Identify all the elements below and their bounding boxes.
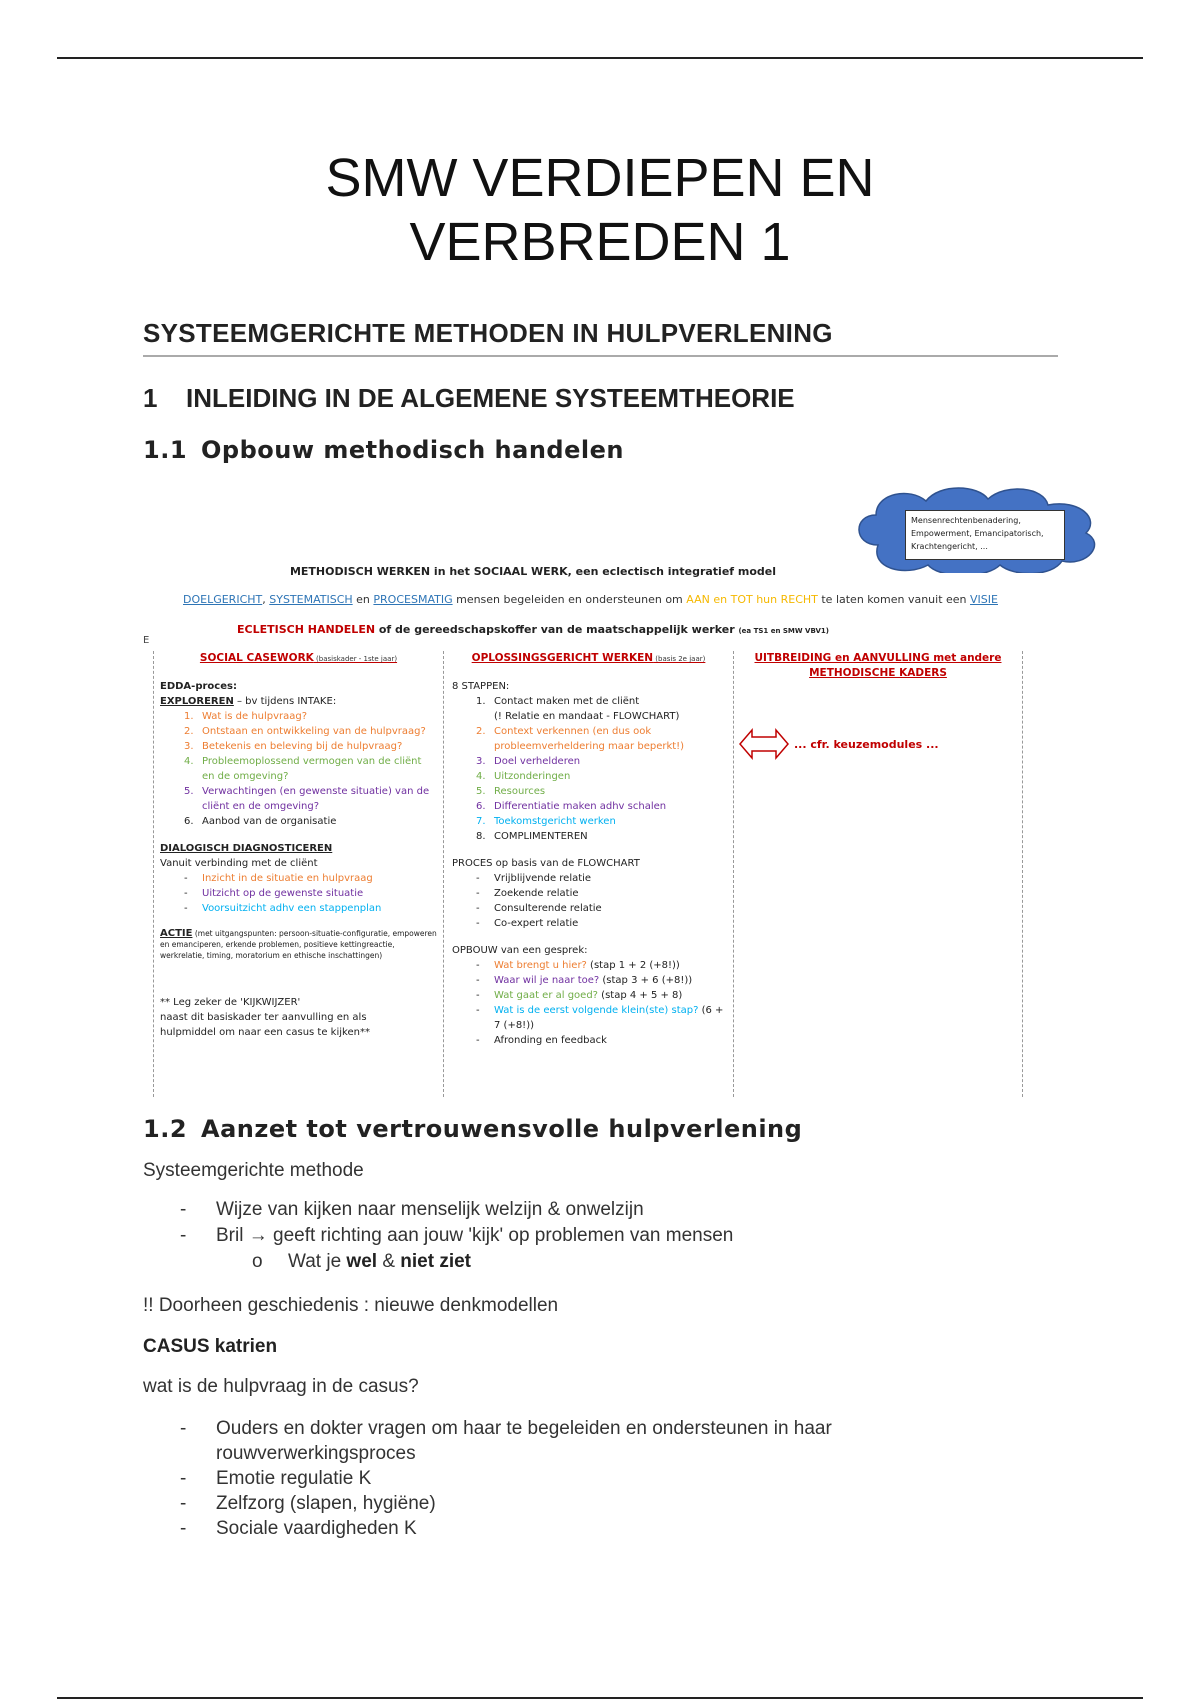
definition-text: mensen begeleiden en ondersteunen om — [452, 593, 687, 606]
diagram-definition — [183, 593, 998, 606]
list-item: 7. Toekomstgericht werken — [476, 816, 616, 827]
bullet-item: - Bril → geeft richting aan jouw 'kijk' op problemen van mensen — [180, 1225, 734, 1246]
list-item: 8. COMPLIMENTEREN — [476, 831, 588, 842]
list-item: - Wat is de eerst volgende klein(ste) stap? (6 + 7 (+8!)) — [452, 1003, 725, 1033]
subheading-note: (ea TS1 en SMW VBV1) — [738, 627, 829, 635]
steps-list — [452, 694, 725, 844]
cloud-text-line: Empowerment, Emancipatorisch, — [911, 529, 1044, 538]
list-item: - Voorsuitzicht adhv een stappenplan — [160, 901, 437, 916]
cloud-text-line: Krachtengericht, ... — [911, 542, 988, 551]
casus-question: wat is de hulpvraag in de casus? — [143, 1376, 419, 1397]
keyword-procesmatig: PROCESMATIG — [373, 593, 453, 606]
column-header: UITBREIDING en AANVULLING met andere METHODISCHE KADERS — [754, 652, 1002, 679]
list-item: 3. Doel verhelderen — [476, 756, 581, 767]
casus-heading: CASUS katrien — [143, 1336, 278, 1357]
arrow-row — [742, 727, 1014, 761]
answer-item: - Ouders en dokter vragen om haar te begeleiden en ondersteunen in haar — [180, 1418, 832, 1439]
list-item: 6. Differentiatie maken adhv schalen — [476, 801, 667, 812]
answer-item: - Zelfzorg (slapen, hygiëne) — [180, 1493, 436, 1514]
list-item: (! Relatie en mandaat - FLOWCHART) — [494, 711, 680, 722]
answer-item: - Emotie regulatie K — [180, 1468, 372, 1489]
list-item: 1. Contact maken met de cliënt — [476, 696, 640, 707]
list-item: 5. Resources — [476, 786, 546, 797]
column-header: OPLOSSINGSGERICHT WERKEN (basis 2e jaar) — [471, 652, 706, 664]
list-item: 4. Uitzonderingen — [476, 771, 571, 782]
keyword-recht: AAN en TOT hun RECHT — [686, 593, 818, 606]
list-item: - Zoekende relatie — [452, 886, 725, 901]
double-arrow-icon — [738, 727, 790, 761]
keyword-doelgericht: DOELGERICHT — [183, 593, 263, 606]
list-item: 2. Ontstaan en ontwikkeling van de hulpvraag? — [184, 726, 426, 737]
answer-item: - Sociale vaardigheden K — [180, 1518, 417, 1539]
column-header: SOCIAL CASEWORK (basiskader - 1ste jaar) — [199, 652, 398, 664]
section-heading: SYSTEEMGERICHTE METHODEN IN HULPVERLENING — [143, 318, 1058, 357]
edit-marker: E — [143, 635, 150, 646]
methodisch-handelen-diagram — [143, 485, 1108, 1097]
list-item: 6. Aanbod van de organisatie — [184, 816, 337, 827]
subheading-number: 1.2 — [143, 1115, 188, 1143]
explore-list — [160, 709, 437, 829]
diagram-heading: METHODISCH WERKEN in het SOCIAAL WERK, een eclectisch integratief model — [289, 565, 777, 578]
eclectisch-label: ECLETISCH HANDELEN — [237, 623, 376, 636]
subheading-label: Opbouw methodisch handelen — [201, 436, 624, 464]
list-item: - Wat gaat er al goed? (stap 4 + 5 + 8) — [452, 988, 725, 1003]
diagnostic-title: DIALOGISCH DIAGNOSTICEREN — [160, 843, 333, 854]
list-item: - Waar wil je naar toe? (stap 3 + 6 (+8!)) — [452, 973, 725, 988]
list-item: 1. Wat is de hulpvraag? — [184, 711, 308, 722]
diagnostic-list — [160, 871, 437, 916]
subheading-text: of de gereedschapskoffer van de maatschappelijk werker — [375, 623, 739, 636]
steps-title: 8 STAPPEN: — [452, 681, 510, 692]
proces-title: PROCES op basis van de FLOWCHART — [452, 858, 640, 869]
proces-list — [452, 871, 725, 931]
list-item: - Wat brengt u hier? (stap 1 + 2 (+8!)) — [452, 958, 725, 973]
paragraph-history: !! Doorheen geschiedenis : nieuwe denkmodellen — [143, 1295, 559, 1316]
list-item: - Vrijblijvende relatie — [452, 871, 725, 886]
diagnostic-subtitle: Vanuit verbinding met de cliënt — [160, 858, 318, 869]
list-item: - Consulterende relatie — [452, 901, 725, 916]
opbouw-list — [452, 958, 725, 1048]
definition-text: te laten komen vanuit een — [817, 593, 971, 606]
title-line-1: SMW VERDIEPEN EN — [325, 148, 875, 208]
cloud-label — [905, 510, 1065, 560]
chapter-number: 1 — [143, 383, 158, 413]
cloud-text-line: Mensenrechtenbenadering, — [911, 516, 1021, 525]
list-item: - Afronding en feedback — [452, 1033, 725, 1048]
list-item: - Inzicht in de situatie en hulpvraag — [160, 871, 437, 886]
top-rule — [57, 57, 1143, 59]
column-oplossingsgericht — [443, 651, 733, 1097]
subheading-1-1 — [143, 436, 624, 464]
keyword-visie: VISIE — [970, 593, 998, 606]
document-title — [0, 146, 1200, 274]
explore-title: EXPLOREREN – bv tijdens INTAKE: — [160, 696, 337, 707]
chapter-heading — [143, 383, 795, 414]
sub-bullet-item: o Wat je wel & niet ziet — [252, 1251, 472, 1272]
edda-title: EDDA-proces: — [160, 681, 237, 692]
definition-text: en — [352, 593, 374, 606]
column-social-casework — [153, 651, 443, 1097]
arrow-label: ... cfr. keuzemodules ... — [794, 737, 939, 751]
subheading-1-2 — [143, 1115, 802, 1143]
answer-item-continued: rouwverwerkingsproces — [216, 1443, 416, 1464]
opbouw-title: OPBOUW van een gesprek: — [452, 945, 588, 956]
bullet-item: - Wijze van kijken naar menselijk welzijn & onwelzijn — [180, 1199, 644, 1220]
bottom-rule — [57, 1697, 1143, 1699]
chapter-label: INLEIDING IN DE ALGEMENE SYSTEEMTHEORIE — [186, 383, 795, 413]
paragraph-method: Systeemgerichte methode — [143, 1160, 364, 1181]
list-item: 5. Verwachtingen (en gewenste situatie) van de cliënt en de omgeving? — [184, 786, 430, 812]
actie-block: ACTIE (met uitgangspunten: persoon-situatie-configuratie, empoweren en emanciperen, erkende problemen, positieve kettingreactie, werkrelatie, timing, moratorium en ethische inschattingen) — [160, 928, 437, 960]
list-item: 2. Context verkennen (en dus ook probleemverheldering maar beperkt!) — [476, 726, 685, 752]
subheading-label: Aanzet tot vertrouwensvolle hulpverlening — [201, 1115, 803, 1143]
subheading-number: 1.1 — [143, 436, 188, 464]
column-uitbreiding — [733, 651, 1023, 1097]
list-item: - Co-expert relatie — [452, 916, 725, 931]
definition-text: , — [262, 593, 270, 606]
list-item: 3. Betekenis en beleving bij de hulpvraag? — [184, 741, 403, 752]
keyword-systematisch: SYSTEMATISCH — [269, 593, 353, 606]
diagram-subheading — [143, 623, 923, 636]
list-item: 4. Probleemoplossend vermogen van de cliënt en de omgeving? — [184, 756, 422, 782]
list-item: - Uitzicht op de gewenste situatie — [160, 886, 437, 901]
kijkwijzer-note: ** Leg zeker de 'KIJKWIJZER' naast dit basiskader ter aanvulling en als hulpmiddel om naar een casus te kijken** — [160, 997, 370, 1038]
title-line-2: VERBREDEN 1 — [409, 212, 791, 272]
